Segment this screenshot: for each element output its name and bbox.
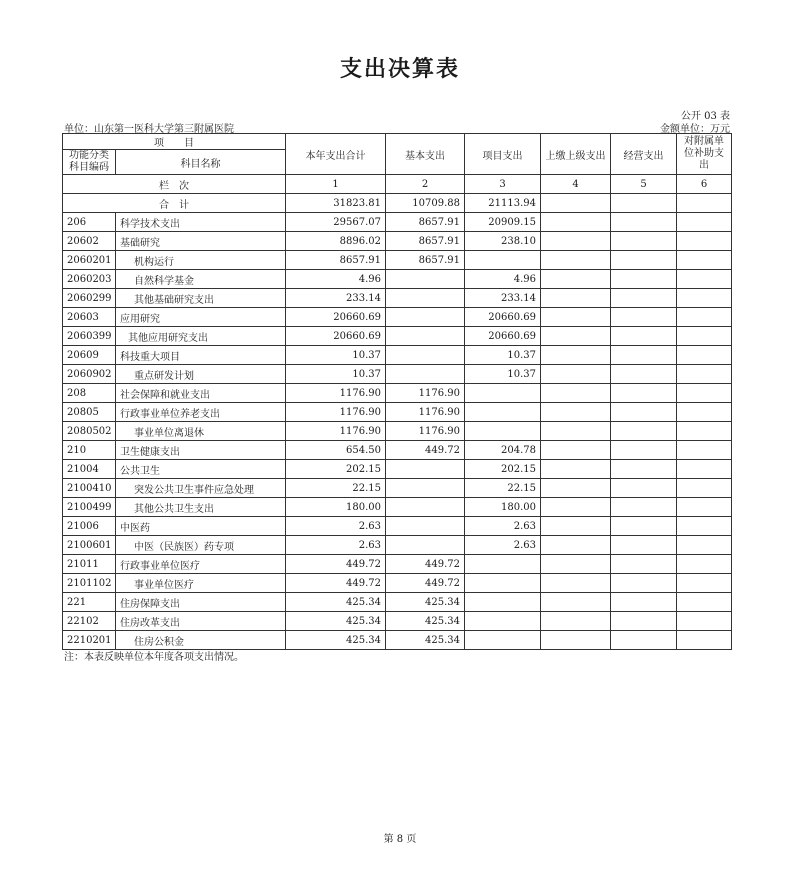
- header-col-remit-superior: 上缴上级支出: [541, 134, 611, 175]
- row-value: [677, 593, 732, 612]
- table-row: [63, 384, 732, 403]
- row-value: [465, 384, 541, 403]
- table-row: [63, 232, 732, 251]
- row-value: [611, 308, 677, 327]
- header-col-total: 本年支出合计: [286, 134, 386, 175]
- row-value: [465, 555, 541, 574]
- row-name: 中医药: [116, 517, 286, 536]
- row-value: 425.34: [286, 612, 386, 631]
- table-row: [63, 498, 732, 517]
- row-name: 其他公共卫生支出: [116, 498, 286, 517]
- row-value: [541, 536, 611, 555]
- row-value: 29567.07: [286, 213, 386, 232]
- money-unit-label: 金额单位：万元: [660, 124, 730, 135]
- row-value: [541, 422, 611, 441]
- row-value: 425.34: [286, 631, 386, 650]
- row-value: 1176.90: [286, 384, 386, 403]
- row-code: 20603: [63, 308, 116, 327]
- row-value: [677, 479, 732, 498]
- row-name: 其他应用研究支出: [116, 327, 286, 346]
- row-value: [541, 346, 611, 365]
- row-value: 8657.91: [386, 213, 465, 232]
- table-row: [63, 270, 732, 289]
- row-value: 22.15: [465, 479, 541, 498]
- header-func-code: 功能分类科目编码: [63, 150, 116, 175]
- row-value: [677, 536, 732, 555]
- row-code: 2100601: [63, 536, 116, 555]
- row-name: 中医（民族医）药专项: [116, 536, 286, 555]
- row-value: [386, 346, 465, 365]
- row-name: 社会保障和就业支出: [116, 384, 286, 403]
- col-number: 2: [386, 175, 465, 194]
- row-value: [541, 270, 611, 289]
- header-col-subsidy: 对附属单位补助支出: [677, 134, 732, 175]
- row-code: 208: [63, 384, 116, 403]
- row-value: 2.63: [286, 536, 386, 555]
- row-value: 2.63: [465, 536, 541, 555]
- total-value: 10709.88: [386, 194, 465, 213]
- row-value: 20660.69: [465, 327, 541, 346]
- col-number: 4: [541, 175, 611, 194]
- row-value: 20660.69: [286, 308, 386, 327]
- header-subject-name: 科目名称: [116, 150, 286, 175]
- row-value: 20909.15: [465, 213, 541, 232]
- row-name: 基础研究: [116, 232, 286, 251]
- header-col-project: 项目支出: [465, 134, 541, 175]
- table-note: 注：本表反映单位本年度各项支出情况。: [64, 652, 244, 663]
- row-value: 1176.90: [286, 422, 386, 441]
- row-value: [541, 517, 611, 536]
- row-name: 自然科学基金: [116, 270, 286, 289]
- row-value: [541, 593, 611, 612]
- row-code: 2100499: [63, 498, 116, 517]
- row-value: 425.34: [386, 612, 465, 631]
- row-value: 1176.90: [386, 403, 465, 422]
- row-code: 20609: [63, 346, 116, 365]
- row-value: [677, 498, 732, 517]
- row-value: 10.37: [286, 365, 386, 384]
- row-value: [541, 327, 611, 346]
- row-value: 425.34: [386, 631, 465, 650]
- row-value: [386, 498, 465, 517]
- row-value: [541, 403, 611, 422]
- row-value: 233.14: [286, 289, 386, 308]
- row-value: 22.15: [286, 479, 386, 498]
- row-code: 20602: [63, 232, 116, 251]
- row-value: [611, 403, 677, 422]
- row-name: 住房保障支出: [116, 593, 286, 612]
- header-col-operating: 经营支出: [611, 134, 677, 175]
- table-row: [63, 631, 732, 650]
- table-row: [63, 517, 732, 536]
- table-row: [63, 460, 732, 479]
- row-name: 其他基础研究支出: [116, 289, 286, 308]
- row-value: [541, 631, 611, 650]
- row-value: [611, 460, 677, 479]
- total-row: [63, 194, 732, 213]
- row-value: [611, 574, 677, 593]
- row-value: [465, 612, 541, 631]
- row-value: [611, 612, 677, 631]
- row-value: 8657.91: [386, 232, 465, 251]
- row-code: 210: [63, 441, 116, 460]
- row-value: 202.15: [286, 460, 386, 479]
- row-name: 卫生健康支出: [116, 441, 286, 460]
- row-value: [677, 365, 732, 384]
- row-value: [465, 574, 541, 593]
- row-value: [386, 536, 465, 555]
- row-value: [677, 403, 732, 422]
- row-value: 20660.69: [465, 308, 541, 327]
- row-code: 2060201: [63, 251, 116, 270]
- row-value: [677, 384, 732, 403]
- row-code: 2060203: [63, 270, 116, 289]
- row-value: [541, 308, 611, 327]
- row-value: [611, 346, 677, 365]
- row-value: [611, 384, 677, 403]
- row-value: 180.00: [465, 498, 541, 517]
- page-title: 支出决算表: [339, 57, 460, 82]
- row-value: [465, 631, 541, 650]
- row-value: [677, 441, 732, 460]
- row-value: [465, 422, 541, 441]
- table-row: [63, 422, 732, 441]
- table-row: [63, 289, 732, 308]
- row-value: 233.14: [465, 289, 541, 308]
- row-value: 20660.69: [286, 327, 386, 346]
- total-value: [677, 194, 732, 213]
- unit-label: 单位：山东第一医科大学第三附属医院: [64, 124, 234, 135]
- row-value: 204.78: [465, 441, 541, 460]
- row-value: [465, 593, 541, 612]
- row-value: [611, 251, 677, 270]
- row-value: [611, 593, 677, 612]
- row-value: [611, 498, 677, 517]
- table-row: [63, 213, 732, 232]
- row-code: 20805: [63, 403, 116, 422]
- row-value: [541, 213, 611, 232]
- row-name: 住房公积金: [116, 631, 286, 650]
- row-name: 机构运行: [116, 251, 286, 270]
- row-code: 2060399: [63, 327, 116, 346]
- row-value: 449.72: [386, 574, 465, 593]
- row-value: [541, 460, 611, 479]
- row-value: [677, 346, 732, 365]
- row-value: [677, 327, 732, 346]
- row-name: 公共卫生: [116, 460, 286, 479]
- row-value: 2.63: [465, 517, 541, 536]
- row-value: [541, 232, 611, 251]
- row-name: 事业单位离退休: [116, 422, 286, 441]
- row-value: [465, 403, 541, 422]
- row-value: [541, 384, 611, 403]
- row-value: 10.37: [286, 346, 386, 365]
- row-code: 2080502: [63, 422, 116, 441]
- row-value: [541, 289, 611, 308]
- row-value: 449.72: [386, 555, 465, 574]
- header-project: 项 目: [63, 134, 286, 150]
- row-code: 21006: [63, 517, 116, 536]
- total-value: 21113.94: [465, 194, 541, 213]
- header-col-basic: 基本支出: [386, 134, 465, 175]
- row-value: 4.96: [465, 270, 541, 289]
- row-value: [611, 289, 677, 308]
- col-number: 1: [286, 175, 386, 194]
- row-value: 654.50: [286, 441, 386, 460]
- table-row: [63, 251, 732, 270]
- row-value: [611, 327, 677, 346]
- table-row: [63, 365, 732, 384]
- row-name: 行政事业单位养老支出: [116, 403, 286, 422]
- row-value: 180.00: [286, 498, 386, 517]
- col-number: 3: [465, 175, 541, 194]
- row-value: 10.37: [465, 365, 541, 384]
- row-value: [677, 422, 732, 441]
- row-value: 8657.91: [286, 251, 386, 270]
- row-code: 206: [63, 213, 116, 232]
- row-value: [386, 479, 465, 498]
- col-number: 5: [611, 175, 677, 194]
- row-code: 2060902: [63, 365, 116, 384]
- row-value: [541, 479, 611, 498]
- row-code: 21011: [63, 555, 116, 574]
- row-value: [386, 460, 465, 479]
- row-value: [611, 232, 677, 251]
- row-value: [465, 251, 541, 270]
- row-value: [677, 631, 732, 650]
- row-name: 事业单位医疗: [116, 574, 286, 593]
- page-number: 第 8 页: [383, 834, 417, 845]
- row-value: [386, 270, 465, 289]
- row-value: [611, 441, 677, 460]
- row-code: 22102: [63, 612, 116, 631]
- row-value: 10.37: [465, 346, 541, 365]
- row-value: 1176.90: [386, 422, 465, 441]
- header-row-label: 栏 次: [63, 175, 286, 194]
- row-value: [677, 555, 732, 574]
- expenditure-table: [62, 133, 732, 650]
- row-name: 住房改革支出: [116, 612, 286, 631]
- col-number: 6: [677, 175, 732, 194]
- row-value: [677, 213, 732, 232]
- total-label: 合 计: [63, 194, 286, 213]
- row-value: [611, 631, 677, 650]
- row-value: [541, 574, 611, 593]
- row-value: [386, 308, 465, 327]
- table-row: [63, 593, 732, 612]
- row-value: 1176.90: [386, 384, 465, 403]
- table-row: [63, 574, 732, 593]
- row-value: 425.34: [386, 593, 465, 612]
- row-value: [677, 308, 732, 327]
- row-value: [541, 365, 611, 384]
- table-row: [63, 612, 732, 631]
- table-row: [63, 441, 732, 460]
- row-code: 2100410: [63, 479, 116, 498]
- table-row: [63, 308, 732, 327]
- row-value: [611, 365, 677, 384]
- total-value: [611, 194, 677, 213]
- row-value: [677, 612, 732, 631]
- row-code: 21004: [63, 460, 116, 479]
- table-row: [63, 536, 732, 555]
- row-name: 重点研发计划: [116, 365, 286, 384]
- row-value: [677, 270, 732, 289]
- row-value: [677, 517, 732, 536]
- table-row: [63, 346, 732, 365]
- row-code: 221: [63, 593, 116, 612]
- row-value: [611, 422, 677, 441]
- row-value: [677, 574, 732, 593]
- row-value: 425.34: [286, 593, 386, 612]
- row-value: [541, 498, 611, 517]
- row-code: 2060299: [63, 289, 116, 308]
- row-value: 8896.02: [286, 232, 386, 251]
- row-value: 8657.91: [386, 251, 465, 270]
- row-value: [611, 517, 677, 536]
- row-value: [611, 536, 677, 555]
- row-value: [541, 612, 611, 631]
- row-name: 科学技术支出: [116, 213, 286, 232]
- row-name: 科技重大项目: [116, 346, 286, 365]
- row-value: [677, 232, 732, 251]
- table-row: [63, 479, 732, 498]
- row-value: [386, 517, 465, 536]
- row-code: 2210201: [63, 631, 116, 650]
- row-value: [611, 270, 677, 289]
- total-value: 31823.81: [286, 194, 386, 213]
- row-value: [611, 479, 677, 498]
- row-value: [677, 251, 732, 270]
- row-value: 449.72: [386, 441, 465, 460]
- row-value: [677, 289, 732, 308]
- row-value: 449.72: [286, 574, 386, 593]
- row-value: 238.10: [465, 232, 541, 251]
- row-value: 2.63: [286, 517, 386, 536]
- table-row: [63, 327, 732, 346]
- row-name: 应用研究: [116, 308, 286, 327]
- row-value: [541, 441, 611, 460]
- total-value: [541, 194, 611, 213]
- table-row: [63, 555, 732, 574]
- row-value: [386, 365, 465, 384]
- row-value: 4.96: [286, 270, 386, 289]
- row-value: [386, 289, 465, 308]
- row-value: [541, 555, 611, 574]
- row-value: [611, 555, 677, 574]
- row-value: 449.72: [286, 555, 386, 574]
- row-value: [386, 327, 465, 346]
- row-name: 行政事业单位医疗: [116, 555, 286, 574]
- row-code: 2101102: [63, 574, 116, 593]
- row-value: [677, 460, 732, 479]
- row-value: 1176.90: [286, 403, 386, 422]
- row-value: [611, 213, 677, 232]
- row-name: 突发公共卫生事件应急处理: [116, 479, 286, 498]
- table-row: [63, 403, 732, 422]
- row-value: 202.15: [465, 460, 541, 479]
- form-number: 公开 03 表: [680, 111, 730, 122]
- row-value: [541, 251, 611, 270]
